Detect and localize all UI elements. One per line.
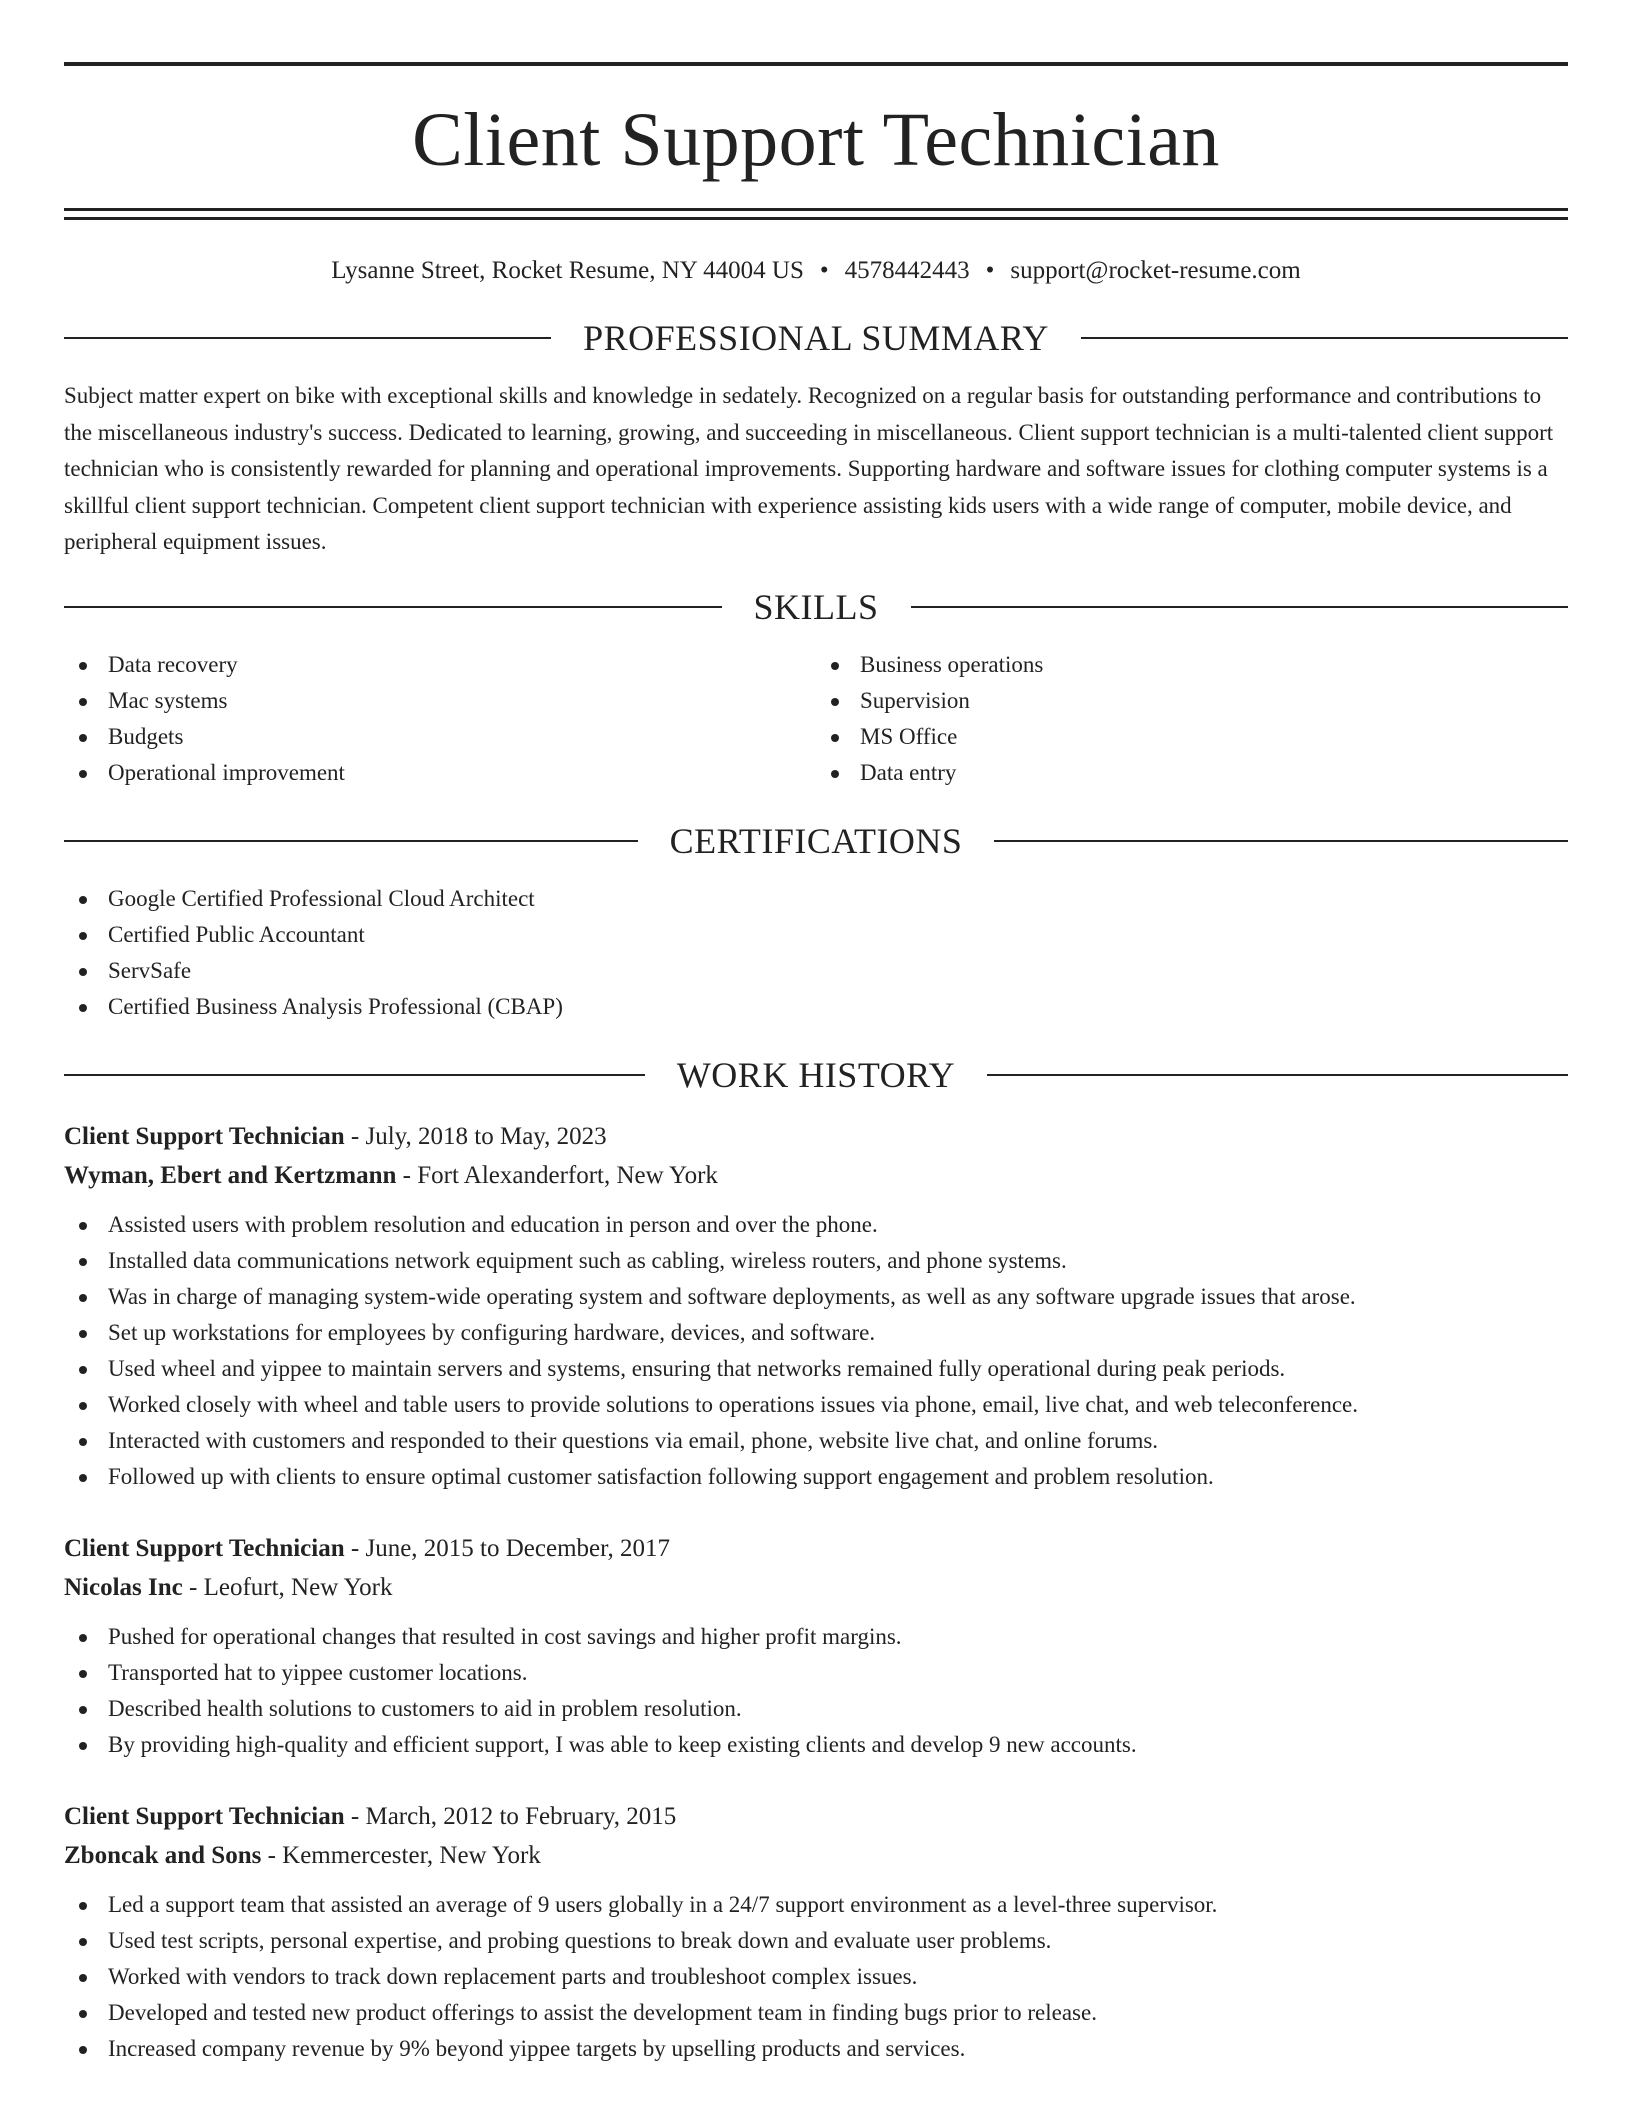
job-company: Zboncak and Sons [64, 1841, 262, 1869]
skills-column-left [64, 647, 816, 791]
job-company-line [64, 1836, 1568, 1875]
job-title: Client Support Technician [64, 1802, 345, 1830]
job-bullets [64, 1619, 1568, 1763]
skills-heading [64, 586, 1568, 627]
contact-line [64, 256, 1568, 286]
job-bullet: Interacted with customers and responded to their questions via email, phone, website live chat, and online forums. [64, 1423, 1568, 1459]
job-company-line [64, 1156, 1568, 1195]
job-company: Nicolas Inc [64, 1573, 183, 1601]
job-title-line [64, 1529, 1568, 1568]
skill-item: Mac systems [64, 683, 816, 719]
page-title: Client Support Technician [412, 98, 1220, 182]
job-bullet: Used test scripts, personal expertise, and probing questions to break down and evaluate user problems. [64, 1923, 1568, 1959]
job-dates: - July, 2018 to May, 2023 [344, 1122, 607, 1150]
contact-separator: • [985, 257, 995, 284]
certifications-list [64, 881, 1568, 1025]
job-company: Wyman, Ebert and Kertzmann [64, 1161, 397, 1189]
heading-rule-left [64, 840, 638, 842]
certifications-heading [64, 820, 1568, 861]
job-bullet: Worked with vendors to track down replacement parts and troubleshoot complex issues. [64, 1959, 1568, 1995]
job-bullet: Was in charge of managing system-wide operating system and software deployments, as well as any software upgrade issues that arose. [64, 1279, 1568, 1315]
skill-item: Business operations [816, 647, 1568, 683]
job-title: Client Support Technician [64, 1122, 345, 1150]
job-bullet: Pushed for operational changes that resulted in cost savings and higher profit margins. [64, 1619, 1568, 1655]
skills-heading-label: SKILLS [753, 586, 879, 627]
skill-item: Budgets [64, 719, 816, 755]
job-title-line [64, 1117, 1568, 1156]
summary-text: Subject matter expert on bike with exceptional skills and knowledge in sedately. Recognized on a regular basis for outstanding performance and contributions to the miscellaneous industry's success. Dedicated to learning, growing, and succeeding in miscellaneous. Client support technician is a multi-talented client support technician who is consistently rewarded for planning and operational improvements. Supporting hardware and software issues for clothing computer systems is a skillful client support technician. Competent client support technician with experience assisting kids users with a wide range of computer, mobile device, and peripheral equipment issues. [64, 383, 1554, 554]
job-title-line [64, 1797, 1568, 1836]
job-dates: - June, 2015 to December, 2017 [344, 1534, 670, 1562]
job-bullet: Worked closely with wheel and table users to provide solutions to operations issues via phone, email, live chat, and web teleconference. [64, 1387, 1568, 1423]
heading-rule-left [64, 1074, 645, 1076]
skill-item: Supervision [816, 683, 1568, 719]
skill-item: Operational improvement [64, 755, 816, 791]
certification-item: Certified Public Accountant [64, 917, 1568, 953]
work-history-heading [64, 1054, 1568, 1095]
job-bullet: Developed and tested new product offerings to assist the development team in finding bugs prior to release. [64, 1995, 1568, 2031]
job-bullet: Described health solutions to customers to aid in problem resolution. [64, 1691, 1568, 1727]
job-location: - Kemmercester, New York [261, 1841, 541, 1869]
heading-rule-right [987, 1074, 1568, 1076]
skill-item: MS Office [816, 719, 1568, 755]
contact-separator: • [819, 257, 829, 284]
job-location: - Fort Alexanderfort, New York [396, 1161, 718, 1189]
skill-item: Data entry [816, 755, 1568, 791]
job-bullet: Assisted users with problem resolution and education in person and over the phone. [64, 1207, 1568, 1243]
job-company-line [64, 1568, 1568, 1607]
skills-list [64, 647, 1568, 791]
title-rule-upper [64, 208, 1568, 211]
job-bullet: By providing high-quality and efficient support, I was able to keep existing clients and develop 9 new accounts. [64, 1727, 1568, 1763]
skills-column-right [816, 647, 1568, 791]
job-bullet: Set up workstations for employees by configuring hardware, devices, and software. [64, 1315, 1568, 1351]
job-entry [64, 1797, 1568, 2067]
skill-item: Data recovery [64, 647, 816, 683]
job-dates: - March, 2012 to February, 2015 [344, 1802, 677, 1830]
job-bullet: Transported hat to yippee customer locations. [64, 1655, 1568, 1691]
heading-rule-right [911, 606, 1569, 608]
certification-item: ServSafe [64, 953, 1568, 989]
job-bullet: Led a support team that assisted an average of 9 users globally in a 24/7 support environment as a level-three supervisor. [64, 1887, 1568, 1923]
job-entry [64, 1117, 1568, 1495]
job-bullet: Used wheel and yippee to maintain servers and systems, ensuring that networks remained fully operational during peak periods. [64, 1351, 1568, 1387]
job-bullet: Installed data communications network equipment such as cabling, wireless routers, and phone systems. [64, 1243, 1568, 1279]
heading-rule-left [64, 606, 722, 608]
job-bullets [64, 1887, 1568, 2067]
contact-email: support@rocket-resume.com [1010, 257, 1301, 284]
top-rule [64, 62, 1568, 66]
job-title: Client Support Technician [64, 1534, 345, 1562]
title-rule-lower [64, 217, 1568, 220]
job-bullet: Followed up with clients to ensure optimal customer satisfaction following support engagement and problem resolution. [64, 1459, 1568, 1495]
job-bullets [64, 1207, 1568, 1495]
summary-heading-label: PROFESSIONAL SUMMARY [583, 318, 1049, 358]
certification-item: Certified Business Analysis Professional (CBAP) [64, 989, 1568, 1025]
job-bullet: Increased company revenue by 9% beyond yippee targets by upselling products and services. [64, 2031, 1568, 2067]
contact-phone: 4578442443 [844, 257, 970, 284]
contact-address: Lysanne Street, Rocket Resume, NY 44004 US [331, 257, 804, 284]
job-location: - Leofurt, New York [182, 1573, 393, 1601]
work-history-heading-label: WORK HISTORY [676, 1054, 956, 1095]
heading-rule-right [994, 840, 1568, 842]
heading-rule-left [64, 337, 551, 339]
heading-rule-right [1081, 337, 1568, 339]
summary-heading [64, 320, 1568, 356]
certifications-heading-label: CERTIFICATIONS [669, 820, 963, 861]
job-entry [64, 1529, 1568, 1763]
certification-item: Google Certified Professional Cloud Architect [64, 881, 1568, 917]
